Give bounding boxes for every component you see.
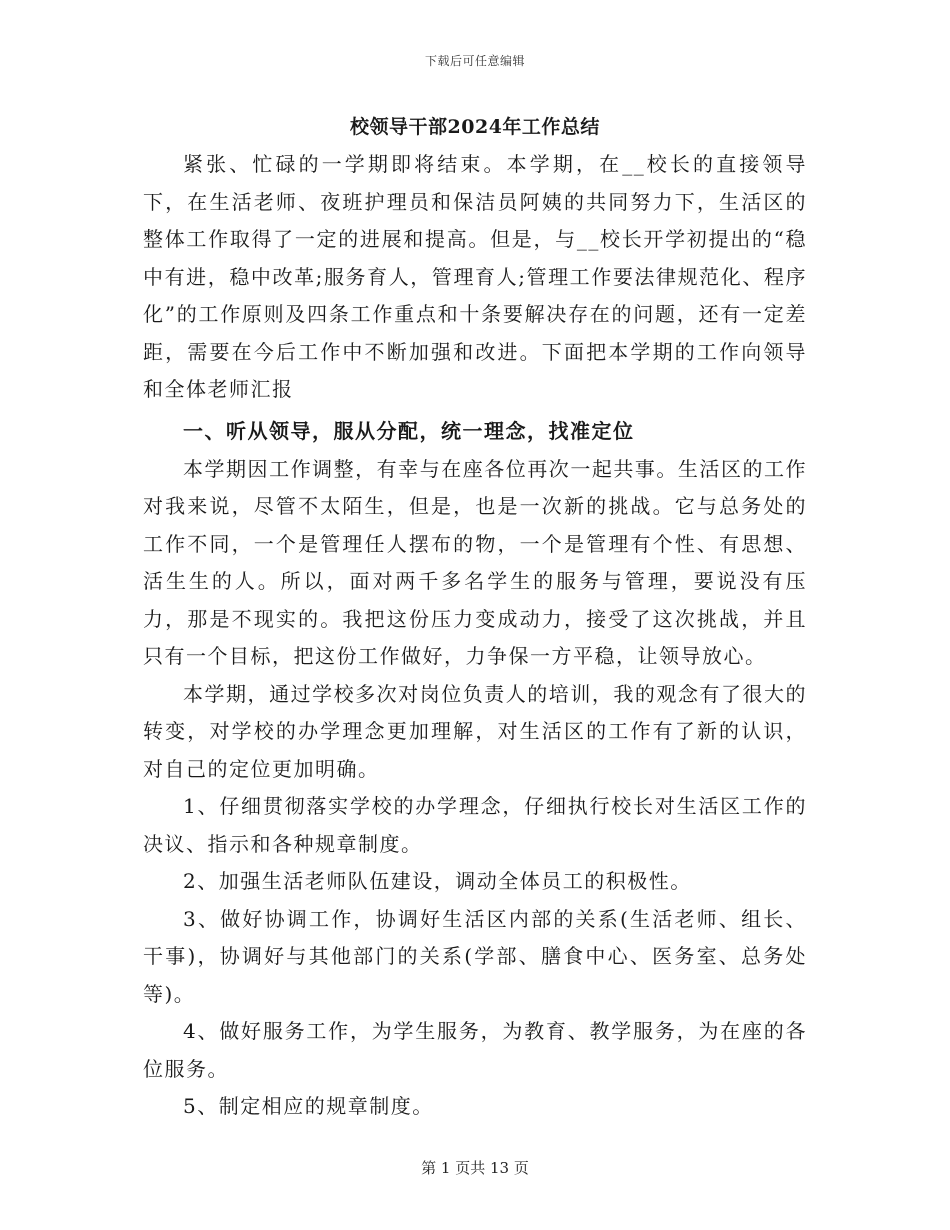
list-item: 3、做好协调工作，协调好生活区内部的关系(生活老师、组长、干事)，协调好与其他部门的关系(学部、膳食中心、医务室、总务处等)。: [143, 906, 807, 1006]
list-item: 5、制定相应的规章制度。: [183, 1094, 434, 1118]
document-body: [143, 146, 807, 1126]
section-heading: 一、听从领导，服从分配，统一理念，找准定位: [183, 418, 635, 443]
list-item: 4、做好服务工作，为学生服务，为教育、教学服务，为在座的各位服务。: [143, 1019, 807, 1081]
document-title: 校领导干部2024年工作总结: [350, 116, 600, 138]
page-number: 第 1 页共 13 页: [421, 1159, 529, 1177]
header-note: 下载后可任意编辑: [424, 54, 525, 68]
list-item: 2、加强生活老师队伍建设，调动全体员工的积极性。: [183, 869, 692, 893]
intro-paragraph: 紧张、忙碌的一学期即将结束。本学期，在__校长的直接领导下，在生活老师、夜班护理员和保洁员阿姨的共同努力下，生活区的整体工作取得了一定的进展和提高。但是，与__校长开学初提出的“稳中有进，稳中改革;服务育人，管理育人;管理工作要法律规范化、程序化”的工作原则及四条工作重点和十条要解决存在的问题，还有一定差距，需要在今后工作中不断加强和改进。下面把本学期的工作向领导和全体老师汇报: [143, 152, 807, 401]
list-item: 1、仔细贯彻落实学校的办学理念，仔细执行校长对生活区工作的决议、指示和各种规章制度。: [143, 794, 807, 856]
body-paragraph: 本学期，通过学校多次对岗位负责人的培训，我的观念有了很大的转变，对学校的办学理念更加理解，对生活区的工作有了新的认识，对自己的定位更加明确。: [143, 681, 807, 781]
body-paragraph: 本学期因工作调整，有幸与在座各位再次一起共事。生活区的工作对我来说，尽管不太陌生，但是，也是一次新的挑战。它与总务处的工作不同，一个是管理任人摆布的物，一个是管理有个性、有思想、活生生的人。所以，面对两千多名学生的服务与管理，要说没有压力，那是不现实的。我把这份压力变成动力，接受了这次挑战，并且只有一个目标，把这份工作做好，力争保一方平稳，让领导放心。: [143, 456, 807, 668]
